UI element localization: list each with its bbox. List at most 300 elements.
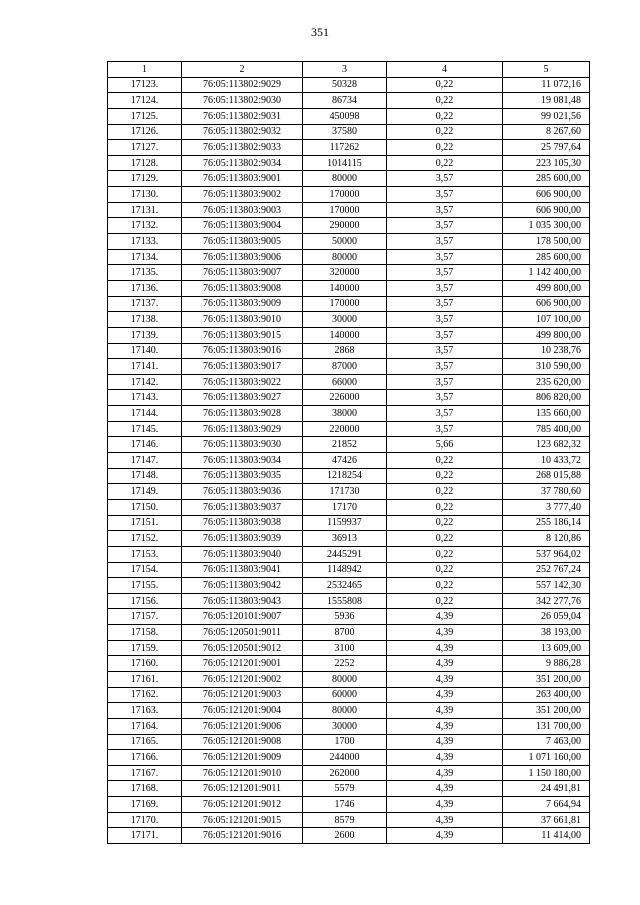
area-cell: 80000 [303,671,387,687]
row-index-cell: 17168. [108,781,182,797]
table-row [108,703,590,719]
row-index-cell: 17141. [108,359,182,375]
row-index-cell: 17170. [108,812,182,828]
value-cell: 263 400,00 [503,687,590,703]
area-cell: 30000 [303,718,387,734]
value-cell: 123 682,32 [503,437,590,453]
cadastral-number-cell: 76:05:113803:9037 [182,499,303,515]
value-cell: 3 777,40 [503,499,590,515]
row-index-cell: 17171. [108,828,182,844]
area-cell: 37580 [303,124,387,140]
value-cell: 19 081,48 [503,93,590,109]
area-cell: 1555808 [303,593,387,609]
cadastral-number-cell: 76:05:113803:9043 [182,593,303,609]
cadastral-number-cell: 76:05:120501:9011 [182,625,303,641]
table-row [108,280,590,296]
value-cell: 13 609,00 [503,640,590,656]
rate-cell: 5,66 [387,437,503,453]
table-row [108,327,590,343]
value-cell: 131 700,00 [503,718,590,734]
value-cell: 223 105,30 [503,155,590,171]
area-cell: 171730 [303,484,387,500]
area-cell: 17170 [303,499,387,515]
value-cell: 178 500,00 [503,234,590,250]
row-index-cell: 17140. [108,343,182,359]
area-cell: 1148942 [303,562,387,578]
cadastral-number-cell: 76:05:113803:9027 [182,390,303,406]
value-cell: 38 193,00 [503,625,590,641]
rate-cell: 0,22 [387,499,503,515]
table-row [108,781,590,797]
row-index-cell: 17145. [108,421,182,437]
row-index-cell: 17152. [108,531,182,547]
cadastral-number-cell: 76:05:113803:9036 [182,484,303,500]
cadastral-number-cell: 76:05:121201:9011 [182,781,303,797]
rate-cell: 4,39 [387,656,503,672]
cadastral-number-cell: 76:05:113803:9022 [182,374,303,390]
area-cell: 450098 [303,108,387,124]
cadastral-number-cell: 76:05:113803:9017 [182,359,303,375]
row-index-cell: 17157. [108,609,182,625]
table-row [108,93,590,109]
row-index-cell: 17146. [108,437,182,453]
rate-cell: 3,57 [387,296,503,312]
cadastral-number-cell: 76:05:113803:9040 [182,546,303,562]
rate-cell: 0,22 [387,453,503,469]
rate-cell: 0,22 [387,155,503,171]
area-cell: 244000 [303,750,387,766]
value-cell: 99 021,56 [503,108,590,124]
rate-cell: 3,57 [387,202,503,218]
area-cell: 140000 [303,327,387,343]
row-index-cell: 17143. [108,390,182,406]
area-cell: 170000 [303,187,387,203]
row-index-cell: 17159. [108,640,182,656]
row-index-cell: 17148. [108,468,182,484]
rate-cell: 3,57 [387,374,503,390]
table-row [108,140,590,156]
rate-cell: 3,57 [387,343,503,359]
row-index-cell: 17138. [108,312,182,328]
table-row [108,453,590,469]
rate-cell: 3,57 [387,390,503,406]
cadastral-number-cell: 76:05:113802:9031 [182,108,303,124]
table-row [108,671,590,687]
value-cell: 135 660,00 [503,406,590,422]
rate-cell: 3,57 [387,265,503,281]
table-row [108,484,590,500]
value-cell: 1 035 300,00 [503,218,590,234]
row-index-cell: 17158. [108,625,182,641]
rate-cell: 4,39 [387,609,503,625]
value-cell: 26 059,04 [503,609,590,625]
area-cell: 80000 [303,249,387,265]
table-row [108,265,590,281]
area-cell: 47426 [303,453,387,469]
rate-cell: 0,22 [387,578,503,594]
area-cell: 1159937 [303,515,387,531]
value-cell: 285 600,00 [503,249,590,265]
area-cell: 2252 [303,656,387,672]
row-index-cell: 17129. [108,171,182,187]
table-row [108,734,590,750]
value-cell: 806 820,00 [503,390,590,406]
rate-cell: 3,57 [387,327,503,343]
table-row [108,468,590,484]
area-cell: 50328 [303,77,387,93]
table-row [108,155,590,171]
row-index-cell: 17144. [108,406,182,422]
area-cell: 36913 [303,531,387,547]
table-row [108,562,590,578]
rate-cell: 4,39 [387,687,503,703]
row-index-cell: 17135. [108,265,182,281]
table-row [108,797,590,813]
rate-cell: 4,39 [387,703,503,719]
cadastral-number-cell: 76:05:113803:9016 [182,343,303,359]
area-cell: 262000 [303,765,387,781]
cadastral-number-cell: 76:05:113803:9006 [182,249,303,265]
value-cell: 7 664,94 [503,797,590,813]
column-number-3: 3 [303,62,387,78]
rate-cell: 3,57 [387,187,503,203]
rate-cell: 0,22 [387,562,503,578]
area-cell: 2600 [303,828,387,844]
cadastral-number-cell: 76:05:121201:9001 [182,656,303,672]
value-cell: 235 620,00 [503,374,590,390]
area-cell: 8579 [303,812,387,828]
table-row [108,750,590,766]
row-index-cell: 17167. [108,765,182,781]
rate-cell: 4,39 [387,734,503,750]
table-body [108,62,590,844]
rate-cell: 3,57 [387,234,503,250]
row-index-cell: 17125. [108,108,182,124]
cadastral-number-cell: 76:05:113803:9009 [182,296,303,312]
column-number-4: 4 [387,62,503,78]
table-row [108,218,590,234]
row-index-cell: 17124. [108,93,182,109]
area-cell: 2532465 [303,578,387,594]
table-row [108,515,590,531]
row-index-cell: 17151. [108,515,182,531]
cadastral-number-cell: 76:05:113803:9034 [182,453,303,469]
column-number-1: 1 [108,62,182,78]
cadastral-number-cell: 76:05:113802:9033 [182,140,303,156]
cadastral-number-cell: 76:05:121201:9003 [182,687,303,703]
row-index-cell: 17142. [108,374,182,390]
table-row [108,77,590,93]
rate-cell: 4,39 [387,797,503,813]
area-cell: 226000 [303,390,387,406]
area-cell: 50000 [303,234,387,250]
table-row [108,124,590,140]
area-cell: 220000 [303,421,387,437]
cadastral-number-cell: 76:05:113802:9029 [182,77,303,93]
rate-cell: 3,57 [387,421,503,437]
rate-cell: 0,22 [387,124,503,140]
cadastral-number-cell: 76:05:113803:9008 [182,280,303,296]
rate-cell: 3,57 [387,218,503,234]
area-cell: 80000 [303,703,387,719]
area-cell: 60000 [303,687,387,703]
cadastral-number-cell: 76:05:113803:9007 [182,265,303,281]
area-cell: 80000 [303,171,387,187]
rate-cell: 4,39 [387,765,503,781]
cadastral-number-cell: 76:05:113803:9029 [182,421,303,437]
cadastral-number-cell: 76:05:121201:9010 [182,765,303,781]
cadastral-number-cell: 76:05:113803:9001 [182,171,303,187]
table-row [108,421,590,437]
row-index-cell: 17123. [108,77,182,93]
row-index-cell: 17149. [108,484,182,500]
value-cell: 7 463,00 [503,734,590,750]
table-row [108,531,590,547]
row-index-cell: 17128. [108,155,182,171]
area-cell: 320000 [303,265,387,281]
table-row [108,312,590,328]
rate-cell: 0,22 [387,140,503,156]
rate-cell: 3,57 [387,171,503,187]
row-index-cell: 17155. [108,578,182,594]
cadastral-number-cell: 76:05:121201:9012 [182,797,303,813]
value-cell: 8 120,86 [503,531,590,547]
rate-cell: 4,39 [387,781,503,797]
table-row [108,108,590,124]
value-cell: 606 900,00 [503,296,590,312]
cadastral-number-cell: 76:05:113803:9030 [182,437,303,453]
row-index-cell: 17154. [108,562,182,578]
rate-cell: 3,57 [387,406,503,422]
rate-cell: 4,39 [387,718,503,734]
table-row [108,187,590,203]
table-row [108,625,590,641]
rate-cell: 4,39 [387,625,503,641]
area-cell: 1218254 [303,468,387,484]
area-cell: 3100 [303,640,387,656]
area-cell: 290000 [303,218,387,234]
table-row [108,499,590,515]
rate-cell: 4,39 [387,812,503,828]
table-row [108,593,590,609]
table-row [108,437,590,453]
table-row [108,234,590,250]
table-row [108,546,590,562]
area-cell: 140000 [303,280,387,296]
rate-cell: 0,22 [387,93,503,109]
table-row [108,578,590,594]
row-index-cell: 17160. [108,656,182,672]
value-cell: 499 800,00 [503,327,590,343]
value-cell: 107 100,00 [503,312,590,328]
table-row [108,718,590,734]
area-cell: 87000 [303,359,387,375]
rate-cell: 3,57 [387,249,503,265]
table-row [108,343,590,359]
area-cell: 86734 [303,93,387,109]
value-cell: 11 414,00 [503,828,590,844]
cadastral-number-cell: 76:05:113803:9039 [182,531,303,547]
area-cell: 117262 [303,140,387,156]
table-row [108,390,590,406]
area-cell: 2445291 [303,546,387,562]
table-row [108,828,590,844]
value-cell: 8 267,60 [503,124,590,140]
table-row [108,406,590,422]
cadastral-number-cell: 76:05:121201:9002 [182,671,303,687]
value-cell: 1 071 160,00 [503,750,590,766]
rate-cell: 0,22 [387,468,503,484]
column-number-2: 2 [182,62,303,78]
row-index-cell: 17137. [108,296,182,312]
row-index-cell: 17161. [108,671,182,687]
table-row [108,249,590,265]
rate-cell: 0,22 [387,484,503,500]
value-cell: 9 886,28 [503,656,590,672]
area-cell: 1700 [303,734,387,750]
value-cell: 351 200,00 [503,703,590,719]
table-row [108,202,590,218]
cadastral-number-cell: 76:05:113802:9032 [182,124,303,140]
value-cell: 557 142,30 [503,578,590,594]
cadastral-number-cell: 76:05:121201:9016 [182,828,303,844]
value-cell: 1 142 400,00 [503,265,590,281]
row-index-cell: 17131. [108,202,182,218]
rate-cell: 3,57 [387,359,503,375]
row-index-cell: 17139. [108,327,182,343]
cadastral-number-cell: 76:05:113803:9010 [182,312,303,328]
value-cell: 606 900,00 [503,202,590,218]
rate-cell: 4,39 [387,828,503,844]
value-cell: 342 277,76 [503,593,590,609]
rate-cell: 0,22 [387,515,503,531]
table-row [108,656,590,672]
area-cell: 38000 [303,406,387,422]
cadastral-number-cell: 76:05:113803:9005 [182,234,303,250]
cadastral-number-cell: 76:05:113803:9042 [182,578,303,594]
area-cell: 1014115 [303,155,387,171]
cadastral-number-cell: 76:05:113802:9030 [182,93,303,109]
rate-cell: 0,22 [387,77,503,93]
cadastral-number-cell: 76:05:113803:9004 [182,218,303,234]
value-cell: 11 072,16 [503,77,590,93]
value-cell: 310 590,00 [503,359,590,375]
rate-cell: 0,22 [387,531,503,547]
cadastral-number-cell: 76:05:120501:9012 [182,640,303,656]
value-cell: 255 186,14 [503,515,590,531]
table-header-row [108,62,590,78]
area-cell: 5936 [303,609,387,625]
rate-cell: 4,39 [387,671,503,687]
cadastral-number-cell: 76:05:121201:9008 [182,734,303,750]
row-index-cell: 17127. [108,140,182,156]
table-row [108,359,590,375]
area-cell: 21852 [303,437,387,453]
area-cell: 1746 [303,797,387,813]
cadastral-number-cell: 76:05:121201:9015 [182,812,303,828]
value-cell: 24 491,81 [503,781,590,797]
area-cell: 30000 [303,312,387,328]
value-cell: 785 400,00 [503,421,590,437]
value-cell: 537 964,02 [503,546,590,562]
row-index-cell: 17169. [108,797,182,813]
cadastral-number-cell: 76:05:120101:9007 [182,609,303,625]
area-cell: 2868 [303,343,387,359]
value-cell: 1 150 180,00 [503,765,590,781]
area-cell: 170000 [303,202,387,218]
value-cell: 10 238,76 [503,343,590,359]
value-cell: 252 767,24 [503,562,590,578]
row-index-cell: 17133. [108,234,182,250]
cadastral-number-cell: 76:05:113803:9015 [182,327,303,343]
value-cell: 25 797,64 [503,140,590,156]
area-cell: 5579 [303,781,387,797]
table-row [108,374,590,390]
column-number-5: 5 [503,62,590,78]
row-index-cell: 17166. [108,750,182,766]
row-index-cell: 17130. [108,187,182,203]
table-row [108,687,590,703]
cadastral-number-cell: 76:05:121201:9006 [182,718,303,734]
table-row [108,609,590,625]
row-index-cell: 17136. [108,280,182,296]
row-index-cell: 17126. [108,124,182,140]
row-index-cell: 17132. [108,218,182,234]
value-cell: 499 800,00 [503,280,590,296]
rate-cell: 0,22 [387,108,503,124]
rate-cell: 4,39 [387,750,503,766]
row-index-cell: 17134. [108,249,182,265]
cadastral-number-cell: 76:05:113803:9041 [182,562,303,578]
table-row [108,765,590,781]
cadastral-number-cell: 76:05:113803:9002 [182,187,303,203]
value-cell: 37 780,60 [503,484,590,500]
rate-cell: 0,22 [387,546,503,562]
row-index-cell: 17147. [108,453,182,469]
cadastral-value-table [107,61,590,844]
value-cell: 351 200,00 [503,671,590,687]
row-index-cell: 17153. [108,546,182,562]
cadastral-number-cell: 76:05:113803:9028 [182,406,303,422]
value-cell: 37 661,81 [503,812,590,828]
cadastral-number-cell: 76:05:113802:9034 [182,155,303,171]
cadastral-number-cell: 76:05:113803:9038 [182,515,303,531]
rate-cell: 3,57 [387,312,503,328]
area-cell: 8700 [303,625,387,641]
page-number: 351 [311,25,329,39]
value-cell: 606 900,00 [503,187,590,203]
table-row [108,296,590,312]
table-row [108,640,590,656]
rate-cell: 4,39 [387,640,503,656]
row-index-cell: 17150. [108,499,182,515]
area-cell: 170000 [303,296,387,312]
table-row [108,171,590,187]
table-row [108,812,590,828]
row-index-cell: 17164. [108,718,182,734]
cadastral-number-cell: 76:05:113803:9003 [182,202,303,218]
cadastral-number-cell: 76:05:121201:9009 [182,750,303,766]
row-index-cell: 17162. [108,687,182,703]
row-index-cell: 17163. [108,703,182,719]
value-cell: 268 015,88 [503,468,590,484]
cadastral-number-cell: 76:05:121201:9004 [182,703,303,719]
rate-cell: 0,22 [387,593,503,609]
area-cell: 66000 [303,374,387,390]
rate-cell: 3,57 [387,280,503,296]
value-cell: 10 433,72 [503,453,590,469]
row-index-cell: 17156. [108,593,182,609]
